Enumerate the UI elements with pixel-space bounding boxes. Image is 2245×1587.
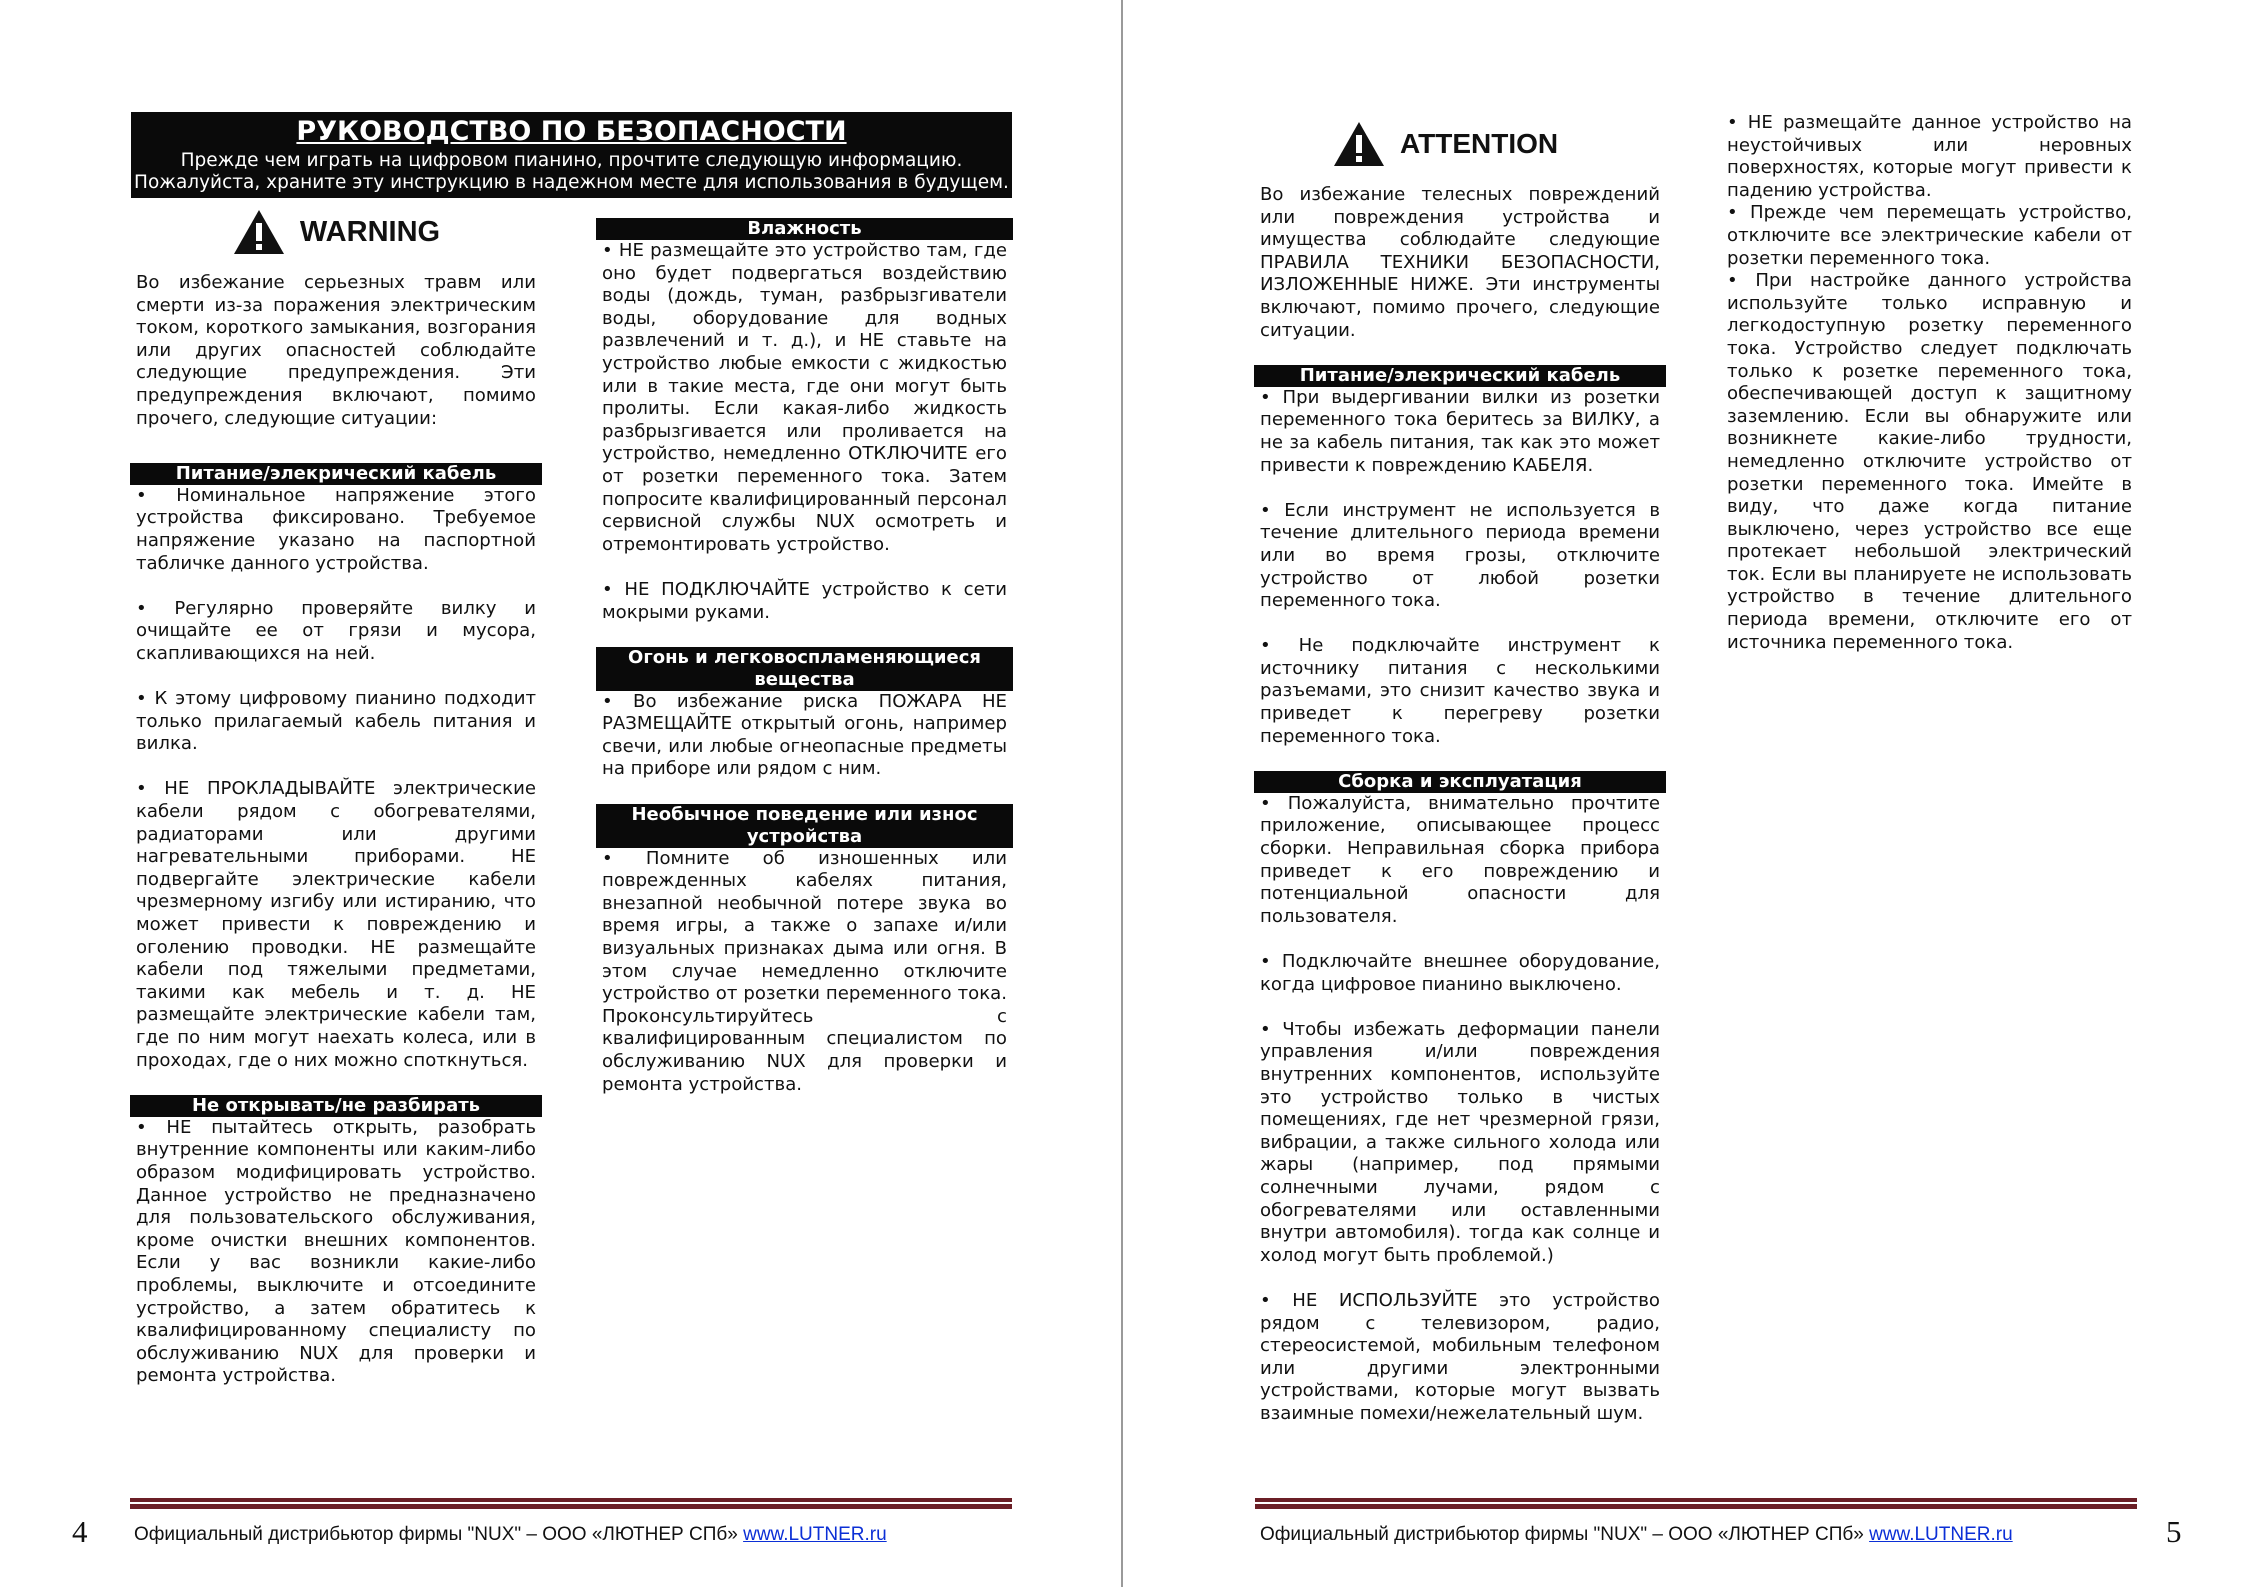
attention-intro: Во избежание телесных повреждений или повреждения устройства и имущества соблюдайте следующие ПРАВИЛА ТЕХНИКИ БЕЗОПАСНОСТИ, ИЗЛОЖЕННЫЕ НИЖЕ. Эти инструменты включают, помимо прочего, следующие ситуации. xyxy=(1260,184,1660,341)
footer-link[interactable]: www.LUTNER.ru xyxy=(1869,1524,2013,1545)
attention-header xyxy=(1332,120,1660,168)
power-item-3: • Не подключайте инструмент к источнику питания с несколькими разъемами, это снизит качество звука и приведет к перегреву розетки переменного тока. xyxy=(1260,635,1660,747)
assembly-item-4: • НЕ ИСПОЛЬЗУЙТЕ это устройство рядом с телевизором, радио, стереосистемой, мобильным телефоном или другими электронными устройствами, которые могут вызвать взаимные помехи/нежелательный шум. xyxy=(1260,1289,1660,1424)
power-item-1: • При выдергивании вилки из розетки переменного тока беритесь за ВИЛКУ, а не за кабель питания, так как это может привести к повреждению КАБЕЛЯ. xyxy=(1260,386,1660,476)
unusual-item-1: • Помните об изношенных или поврежденных кабелях питания, внезапной необычной потере звука во время игры, а также о запахе и/или визуальных признаках дыма или огня. В этом случае немедленно отключите устройство от розетки переменного тока. Проконсультируйтесь с квалифицированным специалистом по обслуживанию NUX для проверки и ремонта устройства. xyxy=(602,847,1007,1095)
warning-label: WARNING xyxy=(299,215,441,248)
left-column-1 xyxy=(136,208,536,1388)
footer-rule xyxy=(130,1498,1012,1509)
subtitle-line-2: Пожалуйста, храните эту инструкцию в надежном месте для использования в будущем. xyxy=(134,172,1009,193)
col2-item-3: • При настройке данного устройства используйте только исправную и легкодоступную розетку переменного тока. Устройство следует подключать только к розетке переменного тока, обеспечивающей доступ к защитному заземлению. Если вы обнаружите или возникнете какие-либо трудности, немедленно отключите устройство от розетки переменного тока. Имейте в виду, что даже когда питание выключено, через устройство все еще протекает небольшой электрический ток. Если вы планируете не использовать устройство в течение длительного периода времени, отключите его от источника переменного тока. xyxy=(1727,270,2132,653)
footer-text: Официальный дистрибьютор фирмы "NUX" – ООО «ЛЮТНЕР СПб» xyxy=(134,1524,738,1545)
warning-header xyxy=(136,208,536,256)
fire-item-1: • Во избежание риска ПОЖАРА НЕ РАЗМЕЩАЙТЕ открытый огонь, например свечи, или любые огнеопасные предметы на приборе или рядом с ним. xyxy=(602,690,1007,780)
humidity-item-1: • НЕ размещайте это устройство там, где оно будет подвергаться воздействию воды (дождь, туман, разбрызгиватели воды, оборудование для водных развлечений и т. д.), и НЕ ставьте на устройство любые емкости с жидкостью или в такие места, где они могут быть пролиты. Если какая-либо жидкость разбрызгивается или проливается на устройство, немедленно ОТКЛЮЧИТЕ его от розетки переменного тока. Затем попросите квалифицированный персонал сервисной службы NUX осмотреть и отремонтировать устройство. xyxy=(602,240,1007,555)
footer-text: Официальный дистрибьютор фирмы "NUX" – ООО «ЛЮТНЕР СПб» xyxy=(1260,1524,1864,1545)
subtitle-line-1: Прежде чем играть на цифровом пианино, прочтите следующую информацию. xyxy=(180,150,963,171)
page-5 xyxy=(1121,0,2245,1587)
humidity-item-2: • НЕ ПОДКЛЮЧАЙТЕ устройство к сети мокрыми руками. xyxy=(602,578,1007,623)
page-4 xyxy=(0,0,1121,1587)
footer-link[interactable]: www.LUTNER.ru xyxy=(743,1524,887,1545)
power-item-2: • Если инструмент не используется в течение длительного периода времени или во время грозы, отключите устройство от любой розетки переменного тока. xyxy=(1260,499,1660,612)
section-heading-power: Питание/элекрический кабель xyxy=(1254,365,1666,387)
right-column-1 xyxy=(1260,120,1660,1425)
section-heading-humidity: Влажность xyxy=(596,218,1013,240)
footer xyxy=(134,1524,887,1546)
section-heading-assembly: Сборка и эксплуатация xyxy=(1254,771,1666,793)
power-item-4: • НЕ ПРОКЛАДЫВАЙТЕ электрические кабели рядом с обогревателями, радиаторами или другими нагревательными приборами. НЕ подвергайте электрические кабели чрезмерному изгибу или истиранию, что может привести к повреждению и оголению проводки. НЕ размещайте кабели под тяжелыми предметами, такими как мебель и т. д. НЕ размещайте электрические кабели там, где по ним могут наехать колеса, или в проходах, где о них можно споткнуться. xyxy=(136,778,536,1071)
page-title: РУКОВОДСТВО ПО БЕЗОПАСНОСТИ xyxy=(296,116,847,147)
safety-title-block xyxy=(131,112,1012,198)
right-column-2 xyxy=(1727,112,2132,654)
power-item-3: • К этому цифровому пианино подходит только прилагаемый кабель питания и вилка. xyxy=(136,688,536,755)
page-number: 4 xyxy=(72,1514,88,1549)
warning-triangle-icon xyxy=(232,208,286,256)
assembly-item-3: • Чтобы избежать деформации панели управления и/или повреждения внутренних компонентов, используйте это устройство только в чистых помещениях, где нет чрезмерной грязи, вибрации, а также сильного холода или жары (например, под прямыми солнечными лучами, рядом с обогревателями или оставленными внутри автомобиля). тогда как солнце и холод могут быть проблемой.) xyxy=(1260,1018,1660,1266)
power-item-2: • Регулярно проверяйте вилку и очищайте ее от грязи и мусора, скапливающихся на ней. xyxy=(136,597,536,664)
attention-label: ATTENTION xyxy=(1400,127,1559,159)
section-heading-fire: Огонь и легковоспламеняющиеся вещества xyxy=(596,647,1013,691)
assembly-item-2: • Подключайте внешнее оборудование, когда цифровое пианино выключено. xyxy=(1260,951,1660,995)
page-number: 5 xyxy=(2166,1514,2182,1549)
left-column-2 xyxy=(602,218,1007,1096)
section-heading-power: Питание/элекрический кабель xyxy=(130,463,542,485)
col2-item-2: • Прежде чем перемещать устройство, отключите все электрические кабели от розетки переменного тока. xyxy=(1727,202,2132,269)
warning-intro: Во избежание серьезных травм или смерти из-за поражения электрическим током, короткого замыкания, возгорания или других опасностей соблюдайте следующие предупреждения. Эти предупреждения включают, помимо прочего, следующие ситуации: xyxy=(136,272,536,429)
col2-item-1: • НЕ размещайте данное устройство на неустойчивых или неровных поверхностях, которые могут привести к падению устройства. xyxy=(1727,112,2132,201)
attention-triangle-icon xyxy=(1332,120,1386,168)
footer xyxy=(1260,1524,2013,1546)
open-item-1: • НЕ пытайтесь открыть, разобрать внутренние компоненты или каким-либо образом модифицировать устройство. Данное устройство не предназначено для пользовательского обслуживания, кроме очистки внешних компонентов. Если у вас возникли какие-либо проблемы, выключите и отсоедините устройство, а затем обратитесь к квалифицированному специалисту по обслуживанию NUX для проверки и ремонта устройства. xyxy=(136,1116,536,1387)
footer-rule xyxy=(1255,1498,2137,1509)
power-item-1: • Номинальное напряжение этого устройства фиксировано. Требуемое напряжение указано на паспортной табличке данного устройства. xyxy=(136,484,536,574)
assembly-item-1: • Пожалуйста, внимательно прочтите приложение, описывающее процесс сборки. Неправильная сборка прибора приведет к его повреждению и потенциальной опасности для пользователя. xyxy=(1260,792,1660,927)
section-heading-unusual: Необычное поведение или износ устройства xyxy=(596,804,1013,848)
section-heading-do-not-open: Не открывать/не разбирать xyxy=(130,1095,542,1117)
